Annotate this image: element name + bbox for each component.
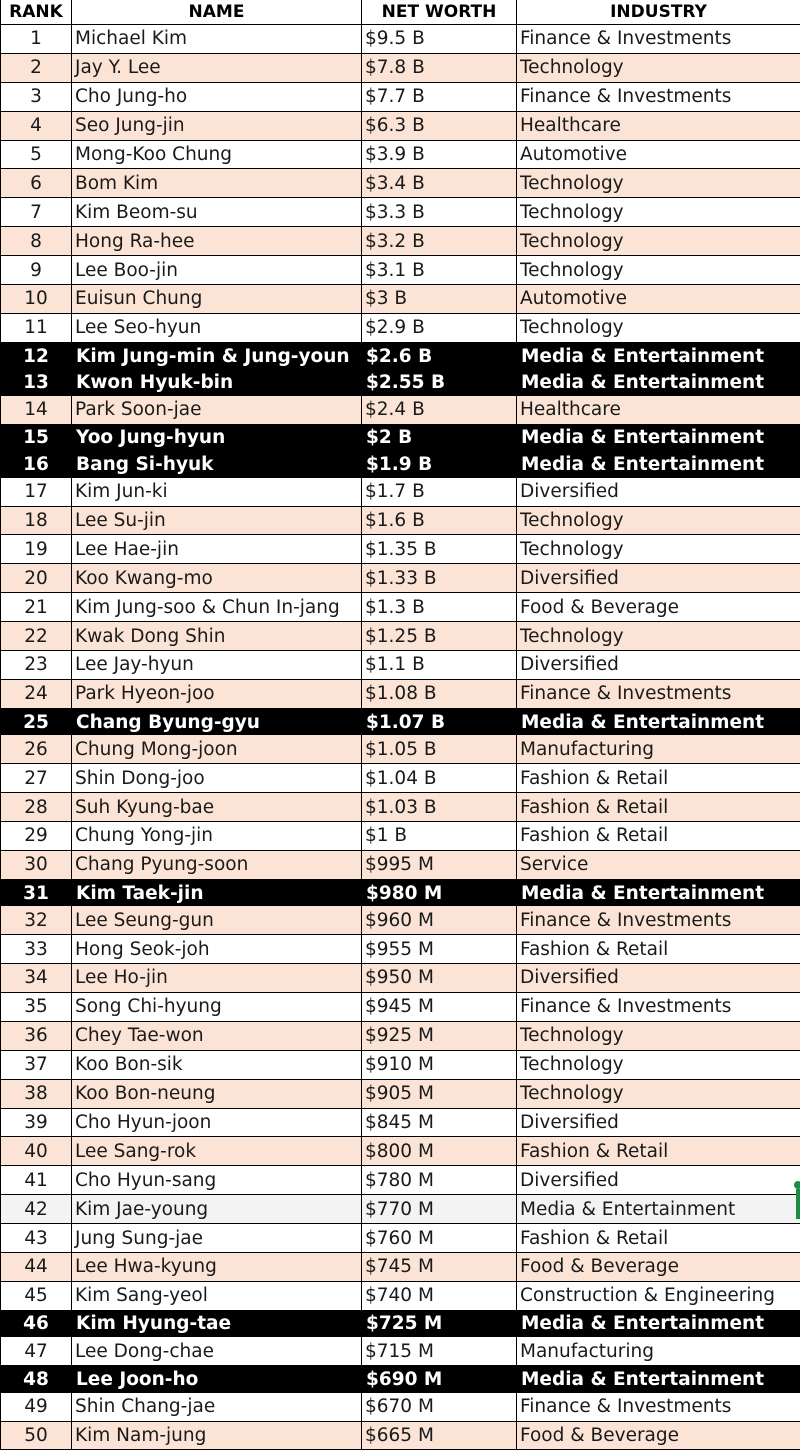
selection-fill-handle[interactable] — [794, 1181, 800, 1219]
name-cell[interactable]: Chung Yong-jin — [72, 822, 362, 850]
rank-cell[interactable]: 3 — [0, 83, 72, 111]
rank-cell[interactable]: 18 — [0, 507, 72, 535]
net-worth-cell[interactable]: $995 M — [362, 851, 517, 879]
table-row[interactable] — [0, 314, 800, 343]
name-cell[interactable]: Shin Chang-jae — [72, 1393, 362, 1421]
industry-cell[interactable]: Healthcare — [520, 399, 621, 421]
name-cell[interactable]: Bom Kim — [72, 169, 362, 197]
net-worth-cell[interactable]: $9.5 B — [362, 25, 517, 53]
rank-cell[interactable]: 50 — [0, 1422, 72, 1450]
table-row[interactable] — [0, 735, 800, 764]
name-cell[interactable]: Lee Su-jin — [72, 507, 362, 535]
industry-cell[interactable]: Media & Entertainment — [521, 711, 765, 733]
name-cell[interactable]: Hong Ra-hee — [72, 227, 362, 255]
table-row[interactable] — [0, 396, 800, 425]
table-row[interactable] — [0, 906, 800, 935]
rank-cell[interactable]: 9 — [0, 256, 72, 284]
rank-cell[interactable]: 43 — [0, 1224, 72, 1252]
net-worth-cell[interactable]: $740 M — [362, 1282, 517, 1310]
table-row[interactable] — [0, 822, 800, 851]
rank-cell[interactable]: 22 — [0, 622, 72, 650]
net-worth-cell[interactable]: $2.6 B — [362, 343, 517, 370]
name-cell[interactable]: Kim Sang-yeol — [72, 1282, 362, 1310]
net-worth-cell[interactable]: $1.07 B — [362, 709, 517, 736]
rank-cell[interactable]: 21 — [0, 593, 72, 621]
industry-cell[interactable]: Technology — [520, 510, 624, 532]
net-worth-cell[interactable]: $945 M — [362, 993, 517, 1021]
industry-cell[interactable]: Media & Entertainment — [520, 1198, 736, 1220]
rank-cell[interactable]: 20 — [0, 564, 72, 592]
name-cell[interactable]: Kwon Hyuk-bin — [72, 369, 362, 396]
industry-cell[interactable]: Diversified — [520, 567, 619, 589]
table-row[interactable] — [0, 1051, 800, 1080]
industry-cell[interactable]: Finance & Investments — [520, 683, 732, 705]
name-cell[interactable]: Koo Bon-sik — [72, 1051, 362, 1079]
industry-cell[interactable]: Food & Beverage — [520, 1424, 680, 1446]
industry-cell[interactable]: Fashion & Retail — [520, 767, 669, 789]
rank-cell[interactable]: 8 — [0, 227, 72, 255]
rank-cell[interactable]: 6 — [0, 169, 72, 197]
name-cell[interactable]: Lee Seo-hyun — [72, 314, 362, 342]
net-worth-cell[interactable]: $760 M — [362, 1224, 517, 1252]
net-worth-cell[interactable]: $3.1 B — [362, 256, 517, 284]
rank-cell[interactable]: 15 — [0, 425, 72, 452]
net-worth-cell[interactable]: $1.7 B — [362, 478, 517, 506]
rank-cell[interactable]: 17 — [0, 478, 72, 506]
net-worth-cell[interactable]: $955 M — [362, 935, 517, 963]
industry-cell[interactable]: Media & Entertainment — [521, 427, 765, 449]
table-row[interactable] — [0, 680, 800, 709]
industry-cell[interactable]: Technology — [520, 201, 624, 223]
table-row[interactable] — [0, 1253, 800, 1282]
table-row[interactable] — [0, 964, 800, 993]
name-cell[interactable]: Jay Y. Lee — [72, 54, 362, 82]
industry-cell[interactable]: Technology — [520, 1025, 624, 1047]
rank-cell[interactable]: 29 — [0, 822, 72, 850]
industry-cell[interactable]: Service — [520, 854, 589, 876]
name-cell[interactable]: Lee Jay-hyun — [72, 651, 362, 679]
net-worth-cell[interactable]: $2.4 B — [362, 396, 517, 424]
header-row — [0, 0, 800, 25]
table-row[interactable] — [0, 169, 800, 198]
rank-cell[interactable]: 19 — [0, 535, 72, 563]
table-row[interactable] — [0, 593, 800, 622]
industry-cell[interactable]: Finance & Investments — [520, 996, 732, 1018]
industry-cell[interactable]: Fashion & Retail — [520, 796, 669, 818]
fill-handle-dot-icon — [794, 1181, 800, 1189]
net-worth-cell[interactable]: $3.3 B — [362, 198, 517, 226]
net-worth-cell[interactable]: $665 M — [362, 1422, 517, 1450]
rank-cell[interactable]: 45 — [0, 1282, 72, 1310]
header-industry[interactable]: INDUSTRY — [610, 2, 707, 22]
name-cell[interactable]: Lee Sang-rok — [72, 1137, 362, 1165]
table-row[interactable] — [0, 1022, 800, 1051]
industry-cell[interactable]: Fashion & Retail — [520, 938, 669, 960]
net-worth-cell[interactable]: $1.6 B — [362, 507, 517, 535]
net-worth-cell[interactable]: $1.33 B — [362, 564, 517, 592]
rank-cell[interactable]: 33 — [0, 935, 72, 963]
name-cell[interactable]: Cho Hyun-joon — [72, 1109, 362, 1137]
table-row[interactable] — [0, 1282, 800, 1311]
rank-cell[interactable]: 35 — [0, 993, 72, 1021]
name-cell[interactable]: Chung Mong-joon — [72, 735, 362, 763]
name-cell[interactable]: Kim Taek-jin — [72, 880, 362, 907]
table-row[interactable] — [0, 935, 800, 964]
industry-cell[interactable]: Diversified — [520, 481, 619, 503]
net-worth-cell[interactable]: $3.2 B — [362, 227, 517, 255]
net-worth-cell[interactable]: $1.03 B — [362, 793, 517, 821]
net-worth-cell[interactable]: $715 M — [362, 1337, 517, 1365]
net-worth-cell[interactable]: $960 M — [362, 906, 517, 934]
industry-cell[interactable]: Technology — [520, 538, 624, 560]
name-cell[interactable]: Suh Kyung-bae — [72, 793, 362, 821]
name-cell[interactable]: Kwak Dong Shin — [72, 622, 362, 650]
industry-cell[interactable]: Media & Entertainment — [521, 372, 765, 394]
name-cell[interactable]: Lee Boo-jin — [72, 256, 362, 284]
table-row[interactable] — [0, 622, 800, 651]
rank-cell[interactable]: 31 — [0, 880, 72, 907]
table-row[interactable] — [0, 256, 800, 285]
name-cell[interactable]: Lee Hwa-kyung — [72, 1253, 362, 1281]
rank-cell[interactable]: 40 — [0, 1137, 72, 1165]
net-worth-cell[interactable]: $3.4 B — [362, 169, 517, 197]
table-row[interactable] — [0, 564, 800, 593]
industry-cell[interactable]: Food & Beverage — [520, 1256, 680, 1278]
industry-cell[interactable]: Technology — [520, 230, 624, 252]
rank-cell[interactable]: 24 — [0, 680, 72, 708]
rank-cell[interactable]: 41 — [0, 1166, 72, 1194]
table-row[interactable] — [0, 343, 800, 370]
table-row[interactable] — [0, 793, 800, 822]
name-cell[interactable]: Hong Seok-joh — [72, 935, 362, 963]
industry-cell[interactable]: Fashion & Retail — [520, 1227, 669, 1249]
net-worth-cell[interactable]: $3.9 B — [362, 141, 517, 169]
name-cell[interactable]: Chang Pyung-soon — [72, 851, 362, 879]
table-row[interactable] — [0, 54, 800, 83]
name-cell[interactable]: Cho Hyun-sang — [72, 1166, 362, 1194]
net-worth-cell[interactable]: $905 M — [362, 1080, 517, 1108]
rank-cell[interactable]: 36 — [0, 1022, 72, 1050]
net-worth-cell[interactable]: $910 M — [362, 1051, 517, 1079]
table-row[interactable] — [0, 880, 800, 907]
header-rank[interactable]: RANK — [0, 0, 72, 24]
net-worth-cell[interactable]: $1.9 B — [362, 451, 517, 478]
net-worth-cell[interactable]: $845 M — [362, 1109, 517, 1137]
net-worth-cell[interactable]: $1.25 B — [362, 622, 517, 650]
table-row[interactable] — [0, 1166, 800, 1195]
rank-cell[interactable]: 10 — [0, 285, 72, 313]
industry-cell[interactable]: Finance & Investments — [520, 28, 732, 50]
industry-cell[interactable]: Manufacturing — [520, 1340, 654, 1362]
net-worth-cell[interactable]: $950 M — [362, 964, 517, 992]
industry-cell[interactable]: Technology — [520, 1083, 624, 1105]
industry-cell[interactable]: Construction & Engineering — [520, 1285, 775, 1307]
name-cell[interactable]: Lee Hae-jin — [72, 535, 362, 563]
industry-cell[interactable]: Technology — [520, 625, 624, 647]
table-row[interactable] — [0, 1337, 800, 1366]
name-cell[interactable]: Lee Joon-ho — [72, 1366, 362, 1393]
table-row[interactable] — [0, 1224, 800, 1253]
rank-cell[interactable]: 1 — [0, 25, 72, 53]
table-row[interactable] — [0, 83, 800, 112]
industry-cell[interactable]: Technology — [520, 1054, 624, 1076]
rank-cell[interactable]: 2 — [0, 54, 72, 82]
header-net-worth[interactable]: NET WORTH — [362, 0, 517, 24]
rank-cell[interactable]: 25 — [0, 709, 72, 736]
net-worth-cell[interactable]: $1.1 B — [362, 651, 517, 679]
net-worth-cell[interactable]: $1.05 B — [362, 735, 517, 763]
net-worth-cell[interactable]: $780 M — [362, 1166, 517, 1194]
net-worth-cell[interactable]: $800 M — [362, 1137, 517, 1165]
industry-cell[interactable]: Media & Entertainment — [521, 453, 765, 475]
table-body — [0, 25, 800, 1450]
name-cell[interactable]: Kim Jung-soo & Chun In-jang — [72, 593, 362, 621]
industry-cell[interactable]: Fashion & Retail — [520, 1140, 669, 1162]
table-row[interactable] — [0, 285, 800, 314]
rank-cell[interactable]: 4 — [0, 112, 72, 140]
industry-cell[interactable]: Food & Beverage — [520, 596, 680, 618]
industry-cell[interactable]: Healthcare — [520, 115, 621, 137]
industry-cell[interactable]: Manufacturing — [520, 738, 654, 760]
table-row[interactable] — [0, 478, 800, 507]
net-worth-cell[interactable]: $3 B — [362, 285, 517, 313]
name-cell[interactable]: Michael Kim — [72, 25, 362, 53]
net-worth-cell[interactable]: $6.3 B — [362, 112, 517, 140]
table-row[interactable] — [0, 507, 800, 536]
table-row[interactable] — [0, 651, 800, 680]
table-row[interactable] — [0, 141, 800, 170]
net-worth-cell[interactable]: $690 M — [362, 1366, 517, 1393]
industry-cell[interactable]: Finance & Investments — [520, 1396, 732, 1418]
table-row[interactable] — [0, 1137, 800, 1166]
industry-cell[interactable]: Technology — [520, 259, 624, 281]
industry-cell[interactable]: Automotive — [520, 288, 628, 310]
table-row[interactable] — [0, 1366, 800, 1393]
industry-cell[interactable]: Automotive — [520, 144, 628, 165]
rank-cell[interactable]: 5 — [0, 141, 72, 169]
name-cell[interactable]: Cho Jung-ho — [72, 83, 362, 111]
industry-cell[interactable]: Media & Entertainment — [521, 882, 765, 904]
table-row[interactable] — [0, 1311, 800, 1338]
table-row[interactable] — [0, 25, 800, 54]
net-worth-cell[interactable]: $1.04 B — [362, 764, 517, 792]
rank-cell[interactable]: 11 — [0, 314, 72, 342]
industry-cell[interactable]: Finance & Investments — [520, 86, 732, 108]
net-worth-cell[interactable]: $7.8 B — [362, 54, 517, 82]
header-name[interactable]: NAME — [72, 0, 362, 24]
net-worth-cell[interactable]: $980 M — [362, 880, 517, 907]
industry-cell[interactable]: Diversified — [520, 654, 619, 676]
net-worth-cell[interactable]: $670 M — [362, 1393, 517, 1421]
industry-cell[interactable]: Fashion & Retail — [520, 825, 669, 847]
rank-cell[interactable]: 27 — [0, 764, 72, 792]
name-cell[interactable]: Shin Dong-joo — [72, 764, 362, 792]
net-worth-cell[interactable]: $1.08 B — [362, 680, 517, 708]
name-cell[interactable]: Park Soon-jae — [72, 396, 362, 424]
industry-cell[interactable]: Diversified — [520, 1111, 619, 1133]
net-worth-cell[interactable]: $1 B — [362, 822, 517, 850]
rank-cell[interactable]: 48 — [0, 1366, 72, 1393]
name-cell[interactable]: Lee Ho-jin — [72, 964, 362, 992]
rank-cell[interactable]: 12 — [0, 343, 72, 370]
table-row[interactable] — [0, 1109, 800, 1138]
industry-cell[interactable]: Media & Entertainment — [521, 345, 765, 367]
table-row[interactable] — [0, 1422, 800, 1450]
table-row[interactable] — [0, 1080, 800, 1109]
name-cell[interactable]: Koo Bon-neung — [72, 1080, 362, 1108]
table-row[interactable] — [0, 993, 800, 1022]
name-cell[interactable]: Kim Jun-ki — [72, 478, 362, 506]
net-worth-cell[interactable]: $1.35 B — [362, 535, 517, 563]
name-cell[interactable]: Lee Seung-gun — [72, 906, 362, 934]
net-worth-cell[interactable]: $745 M — [362, 1253, 517, 1281]
rank-cell[interactable]: 14 — [0, 396, 72, 424]
name-cell[interactable]: Kim Beom-su — [72, 198, 362, 226]
rank-cell[interactable]: 13 — [0, 369, 72, 396]
net-worth-cell[interactable]: $770 M — [362, 1195, 517, 1223]
table-row[interactable] — [0, 1195, 800, 1224]
table-row[interactable] — [0, 198, 800, 227]
rank-cell[interactable]: 44 — [0, 1253, 72, 1281]
industry-cell[interactable]: Diversified — [520, 1169, 619, 1191]
name-cell[interactable]: Kim Jung-min & Jung-youn — [72, 343, 362, 370]
name-cell[interactable]: Kim Jae-young — [72, 1195, 362, 1223]
table-row[interactable] — [0, 227, 800, 256]
name-cell[interactable]: Bang Si-hyuk — [72, 451, 362, 478]
table-row[interactable] — [0, 425, 800, 452]
industry-cell[interactable]: Technology — [520, 172, 624, 194]
table-row[interactable] — [0, 112, 800, 141]
name-cell[interactable]: Chey Tae-won — [72, 1022, 362, 1050]
rank-cell[interactable]: 38 — [0, 1080, 72, 1108]
rank-cell[interactable]: 32 — [0, 906, 72, 934]
name-cell[interactable]: Lee Dong-chae — [72, 1337, 362, 1365]
table-row[interactable] — [0, 851, 800, 880]
name-cell[interactable]: Yoo Jung-hyun — [72, 425, 362, 452]
name-cell[interactable]: Jung Sung-jae — [72, 1224, 362, 1252]
industry-cell[interactable]: Finance & Investments — [520, 909, 732, 931]
name-cell[interactable]: Park Hyeon-joo — [72, 680, 362, 708]
net-worth-cell[interactable]: $7.7 B — [362, 83, 517, 111]
rank-cell[interactable]: 16 — [0, 451, 72, 478]
rank-cell[interactable]: 49 — [0, 1393, 72, 1421]
net-worth-cell[interactable]: $2.55 B — [362, 369, 517, 396]
table-row[interactable] — [0, 709, 800, 736]
industry-cell[interactable]: Technology — [520, 317, 624, 339]
rank-cell[interactable]: 23 — [0, 651, 72, 679]
name-cell[interactable]: Mong-Koo Chung — [72, 141, 362, 169]
name-cell[interactable]: Euisun Chung — [72, 285, 362, 313]
fill-handle-bar — [796, 1189, 800, 1219]
table-row[interactable] — [0, 451, 800, 478]
industry-cell[interactable]: Technology — [520, 57, 624, 79]
industry-cell[interactable]: Diversified — [520, 967, 619, 989]
table-row[interactable] — [0, 764, 800, 793]
industry-cell[interactable]: Media & Entertainment — [521, 1313, 765, 1335]
rank-cell[interactable]: 37 — [0, 1051, 72, 1079]
net-worth-cell[interactable]: $2 B — [362, 425, 517, 452]
table-row[interactable] — [0, 369, 800, 396]
name-cell[interactable]: Seo Jung-jin — [72, 112, 362, 140]
name-cell[interactable]: Kim Nam-jung — [72, 1422, 362, 1450]
rank-cell[interactable]: 28 — [0, 793, 72, 821]
rank-cell[interactable]: 39 — [0, 1109, 72, 1137]
rank-cell[interactable]: 26 — [0, 735, 72, 763]
name-cell[interactable]: Chang Byung-gyu — [72, 709, 362, 736]
rank-cell[interactable]: 47 — [0, 1337, 72, 1365]
rank-cell[interactable]: 46 — [0, 1311, 72, 1338]
rank-cell[interactable]: 42 — [0, 1195, 72, 1223]
table-row[interactable] — [0, 1393, 800, 1422]
name-cell[interactable]: Song Chi-hyung — [72, 993, 362, 1021]
net-worth-cell[interactable]: $725 M — [362, 1311, 517, 1338]
net-worth-cell[interactable]: $2.9 B — [362, 314, 517, 342]
name-cell[interactable]: Koo Kwang-mo — [72, 564, 362, 592]
industry-cell[interactable]: Media & Entertainment — [521, 1368, 765, 1390]
rank-cell[interactable]: 7 — [0, 198, 72, 226]
rank-cell[interactable]: 34 — [0, 964, 72, 992]
rank-cell[interactable]: 30 — [0, 851, 72, 879]
net-worth-cell[interactable]: $1.3 B — [362, 593, 517, 621]
name-cell[interactable]: Kim Hyung-tae — [72, 1311, 362, 1338]
table-row[interactable] — [0, 535, 800, 564]
net-worth-cell[interactable]: $925 M — [362, 1022, 517, 1050]
